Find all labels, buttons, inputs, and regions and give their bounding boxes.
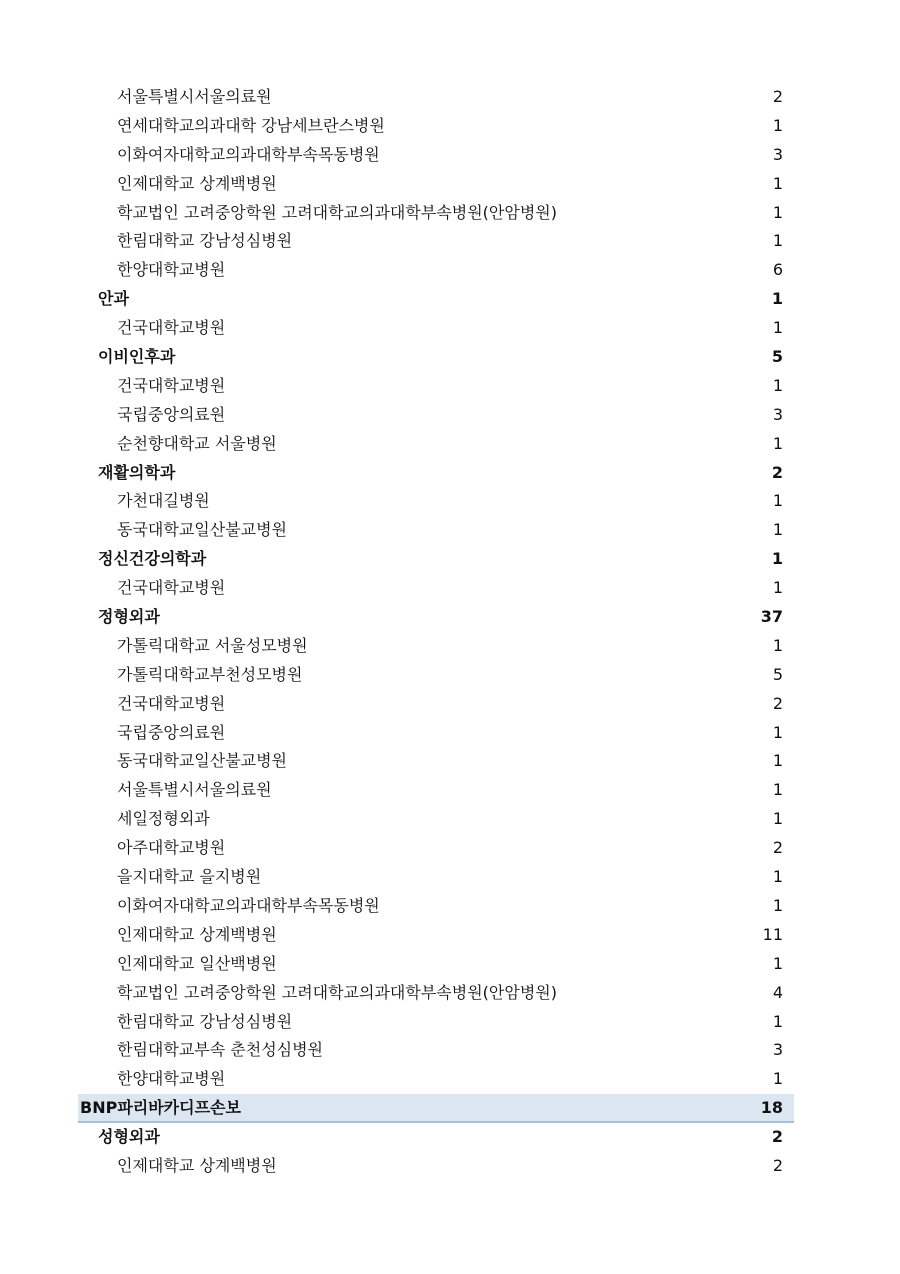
hospital-count: 1 <box>772 520 783 540</box>
hospital-count: 1 <box>772 231 783 251</box>
hospital-count: 2 <box>772 87 783 106</box>
hospital-count: 1 <box>772 751 783 771</box>
hospital-count: 3 <box>772 1040 783 1060</box>
hospital-count: 1 <box>772 780 783 800</box>
hospital-name: 가톨릭대학교 서울성모병원 <box>117 635 308 655</box>
hospital-row <box>78 950 794 979</box>
hospital-count: 3 <box>772 404 783 424</box>
hospital-count: 2 <box>772 693 783 713</box>
hospital-name: 인제대학교 상계백병원 <box>117 173 277 193</box>
hospital-count: 1 <box>772 809 783 829</box>
insurer-row <box>78 1094 794 1123</box>
department-name: 안과 <box>98 289 129 309</box>
department-count: 2 <box>771 462 783 482</box>
hospital-count: 1 <box>772 895 783 915</box>
hospital-count: 1 <box>772 433 783 453</box>
hospital-name: 학교법인 고려중앙학원 고려대학교의과대학부속병원(안암병원) <box>117 982 557 1002</box>
hospital-name: 한림대학교 강남성심병원 <box>117 1011 293 1031</box>
hospital-row <box>78 314 794 343</box>
hospital-count: 1 <box>772 318 783 338</box>
hospital-name: 학교법인 고려중앙학원 고려대학교의과대학부속병원(안암병원) <box>117 202 557 222</box>
hospital-row <box>78 516 794 545</box>
hospital-count: 1 <box>772 1069 783 1089</box>
hospital-name: 이화여자대학교의과대학부속목동병원 <box>117 895 380 915</box>
hospital-row <box>78 1152 794 1181</box>
hospital-row <box>78 661 794 690</box>
hospital-name: 순천향대학교 서울병원 <box>117 433 277 453</box>
hospital-row <box>78 863 794 892</box>
hospital-name: 세일정형외과 <box>117 809 210 829</box>
hospital-name: 가톨릭대학교부천성모병원 <box>117 664 303 684</box>
hospital-count: 1 <box>772 722 783 742</box>
hospital-row <box>78 574 794 603</box>
department-name: 정형외과 <box>98 607 160 627</box>
department-row <box>78 603 794 632</box>
hospital-count-report <box>78 83 794 1181</box>
hospital-row <box>78 256 794 285</box>
hospital-name: 이화여자대학교의과대학부속목동병원 <box>117 144 380 164</box>
department-count: 2 <box>771 1127 783 1147</box>
hospital-name: 동국대학교일산불교병원 <box>117 751 288 771</box>
hospital-count: 1 <box>772 375 783 395</box>
hospital-row <box>78 805 794 834</box>
hospital-name: 아주대학교병원 <box>117 838 226 858</box>
hospital-name: 국립중앙의료원 <box>117 722 226 742</box>
hospital-name: 서울특별시서울의료원 <box>117 780 272 800</box>
department-count: 37 <box>760 607 783 627</box>
hospital-name: 건국대학교병원 <box>117 318 226 338</box>
hospital-name: 한림대학교 강남성심병원 <box>117 231 293 251</box>
hospital-row <box>78 199 794 228</box>
hospital-row <box>78 487 794 516</box>
hospital-count: 1 <box>772 491 783 511</box>
hospital-row <box>78 227 794 256</box>
department-name: 이비인후과 <box>98 347 176 367</box>
hospital-name: 건국대학교병원 <box>117 578 226 598</box>
hospital-name: 건국대학교병원 <box>117 375 226 395</box>
hospital-count: 1 <box>772 578 783 598</box>
insurer-count: 18 <box>760 1098 783 1118</box>
hospital-count: 6 <box>772 260 783 280</box>
department-name: 재활의학과 <box>98 462 176 482</box>
hospital-row <box>78 1065 794 1094</box>
hospital-count: 1 <box>772 202 783 222</box>
department-row <box>78 545 794 574</box>
hospital-name: 국립중앙의료원 <box>117 404 226 424</box>
hospital-count: 1 <box>772 1011 783 1031</box>
department-name: 성형외과 <box>98 1127 160 1147</box>
hospital-count: 5 <box>772 664 783 684</box>
hospital-name: 한림대학교부속 춘천성심병원 <box>117 1040 324 1060</box>
hospital-count: 1 <box>772 173 783 193</box>
hospital-row <box>78 83 794 112</box>
hospital-name: 연세대학교의과대학 강남세브란스병원 <box>117 115 385 135</box>
hospital-row <box>78 372 794 401</box>
hospital-row <box>78 112 794 141</box>
hospital-row <box>78 921 794 950</box>
hospital-count: 3 <box>772 144 783 164</box>
department-row <box>78 285 794 314</box>
hospital-count: 11 <box>762 924 783 944</box>
department-count: 5 <box>771 347 783 367</box>
hospital-row <box>78 170 794 199</box>
hospital-name: 한양대학교병원 <box>117 1069 226 1089</box>
hospital-row <box>78 1036 794 1065</box>
department-count: 1 <box>771 549 783 569</box>
hospital-row <box>78 632 794 661</box>
department-row <box>78 1123 794 1152</box>
hospital-name: 한양대학교병원 <box>117 260 226 280</box>
hospital-row <box>78 834 794 863</box>
hospital-row <box>78 401 794 430</box>
hospital-count: 1 <box>772 953 783 973</box>
hospital-count: 4 <box>772 982 783 1002</box>
hospital-count: 1 <box>772 635 783 655</box>
hospital-count: 2 <box>772 838 783 858</box>
hospital-row <box>78 747 794 776</box>
hospital-name: 을지대학교 을지병원 <box>117 867 262 887</box>
hospital-row <box>78 141 794 170</box>
hospital-name: 가천대길병원 <box>117 491 210 511</box>
department-count: 1 <box>771 289 783 309</box>
hospital-name: 인제대학교 일산백병원 <box>117 953 277 973</box>
hospital-name: 인제대학교 상계백병원 <box>117 924 277 944</box>
hospital-row <box>78 430 794 459</box>
department-name: 정신건강의학과 <box>98 549 207 569</box>
insurer-name: BNP파리바카디프손보 <box>80 1098 241 1118</box>
hospital-count: 2 <box>772 1155 783 1175</box>
hospital-row <box>78 979 794 1008</box>
department-row <box>78 343 794 372</box>
hospital-name: 서울특별시서울의료원 <box>117 87 272 106</box>
department-row <box>78 459 794 488</box>
hospital-count: 1 <box>772 867 783 887</box>
hospital-name: 동국대학교일산불교병원 <box>117 520 288 540</box>
hospital-row <box>78 776 794 805</box>
hospital-name: 인제대학교 상계백병원 <box>117 1155 277 1175</box>
hospital-row <box>78 719 794 748</box>
hospital-name: 건국대학교병원 <box>117 693 226 713</box>
hospital-count: 1 <box>772 115 783 135</box>
hospital-row <box>78 1008 794 1037</box>
hospital-row <box>78 892 794 921</box>
hospital-row <box>78 690 794 719</box>
